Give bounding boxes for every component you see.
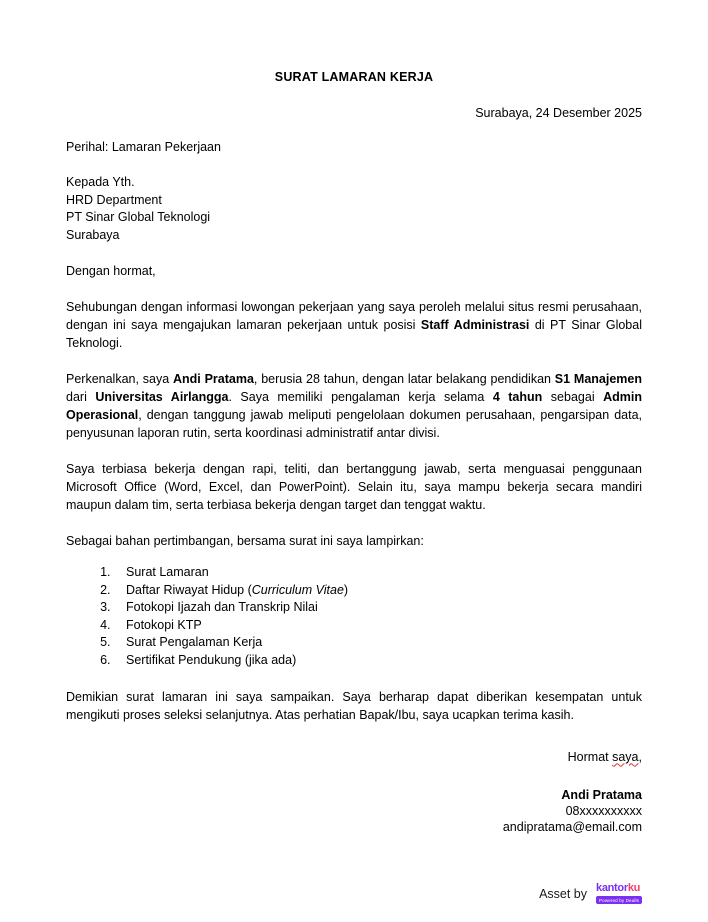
paragraph1-position-bold: Staff Administrasi xyxy=(420,318,530,332)
attachment-text: Daftar Riwayat Hidup ( xyxy=(126,582,252,597)
paragraph2-role-bold: Admin Operasional xyxy=(66,390,642,422)
logo-badge: Powered by Dealls xyxy=(596,896,642,904)
paragraph-introduction xyxy=(66,352,642,442)
paragraph2-part3: dari xyxy=(66,390,96,404)
paragraph-skills: Saya terbiasa bekerja dengan rapi, teliti, dan bertanggung jawab, serta menguasai penggunaan Microsoft Office (Word, Excel, dan PowerPoint). Selain itu, saya mampu bekerja secara mandiri maupun dalam tim, serta terbiasa bekerja dengan target dan tenggat waktu. xyxy=(66,462,642,512)
attachment-italic: Curriculum Vitae xyxy=(251,582,344,597)
recipient-line-4: Surabaya xyxy=(66,227,120,242)
closing-salutation xyxy=(66,724,642,764)
logo-wordmark xyxy=(596,883,640,894)
signature-email: andipratama@email.com xyxy=(502,819,642,834)
recipient-line-3: PT Sinar Global Teknologi xyxy=(66,210,211,224)
paragraph1-part1: Sehubungan dengan informasi lowongan pekerjaan yang saya peroleh melalui situs resmi perusahaan, dengan ini saya mengajukan lamaran pekerjaan untuk posisi xyxy=(66,300,642,332)
logo-text-secondary: ku xyxy=(627,882,641,894)
footer-attribution xyxy=(539,883,642,904)
date-line: Surabaya, 24 Desember 2025 xyxy=(475,106,642,120)
paragraph2-experience-bold: 4 tahun xyxy=(492,390,543,404)
list-item xyxy=(114,599,642,617)
recipient-line-2: HRD Department xyxy=(66,192,162,207)
attachment-text: Fotokopi KTP xyxy=(126,617,202,632)
paragraph2-degree-bold: S1 Manajemen xyxy=(554,372,642,386)
paragraph2-part5: sebagai xyxy=(542,390,604,404)
asset-by-label: Asset by xyxy=(539,886,587,901)
paragraph1-part2: di PT Sinar Global Teknologi. xyxy=(66,318,642,350)
attachment-text: Surat Pengalaman Kerja xyxy=(126,635,263,650)
attachment-text-after: ) xyxy=(343,582,349,597)
spellcheck-underlined-word: saya xyxy=(612,749,639,764)
closing-prefix: Hormat xyxy=(567,749,613,764)
paragraph2-part4: . Saya memiliki pengalaman kerja selama xyxy=(228,390,493,404)
paragraph-application xyxy=(66,280,642,352)
paragraph2-part6: , dengan tanggung jawab meliputi pengelolaan dokumen perusahaan, pengarsipan data, penyusunan laporan rutin, serta koordinasi administratif antar divisi. xyxy=(66,408,642,440)
recipient-line-1: Kepada Yth. xyxy=(66,175,135,189)
paragraph2-part2: , berusia 28 tahun, dengan latar belakang pendidikan xyxy=(253,372,555,386)
attachments-list xyxy=(66,550,642,670)
closing-suffix: , xyxy=(638,749,642,764)
list-item xyxy=(114,582,642,600)
recipient-block xyxy=(66,156,642,244)
attachment-text: Surat Lamaran xyxy=(126,565,209,579)
paragraph2-name-bold: Andi Pratama xyxy=(173,372,254,386)
list-item xyxy=(114,564,642,582)
paragraph2-university-bold: Universitas Airlangga xyxy=(95,390,229,404)
paragraph2-part1: Perkenalkan, saya xyxy=(66,372,173,386)
signature-phone: 08xxxxxxxxxx xyxy=(565,803,642,818)
page-title: SURAT LAMARAN KERJA xyxy=(274,70,434,84)
logo-text-primary: kantor xyxy=(596,882,628,894)
paragraph-closing: Demikian surat lamaran ini saya sampaikan. Saya berharap dapat diberikan kesempatan untuk mengikuti proses seleksi selanjutnya. Atas perhatian Bapak/Ibu, saya ucapkan terima kasih. xyxy=(66,689,642,722)
list-item xyxy=(114,634,642,652)
list-item xyxy=(114,617,642,635)
subject-line: Perihal: Lamaran Pekerjaan xyxy=(66,140,221,154)
kantorku-logo xyxy=(596,883,642,904)
attachment-text: Sertifikat Pendukung (jika ada) xyxy=(126,652,297,667)
salutation: Dengan hormat, xyxy=(66,264,156,278)
attachments-intro: Sebagai bahan pertimbangan, bersama surat ini saya lampirkan: xyxy=(66,534,424,548)
attachment-text: Fotokopi Ijazah dan Transkrip Nilai xyxy=(126,600,318,615)
signature-name: Andi Pratama xyxy=(561,787,642,802)
list-item xyxy=(114,652,642,670)
